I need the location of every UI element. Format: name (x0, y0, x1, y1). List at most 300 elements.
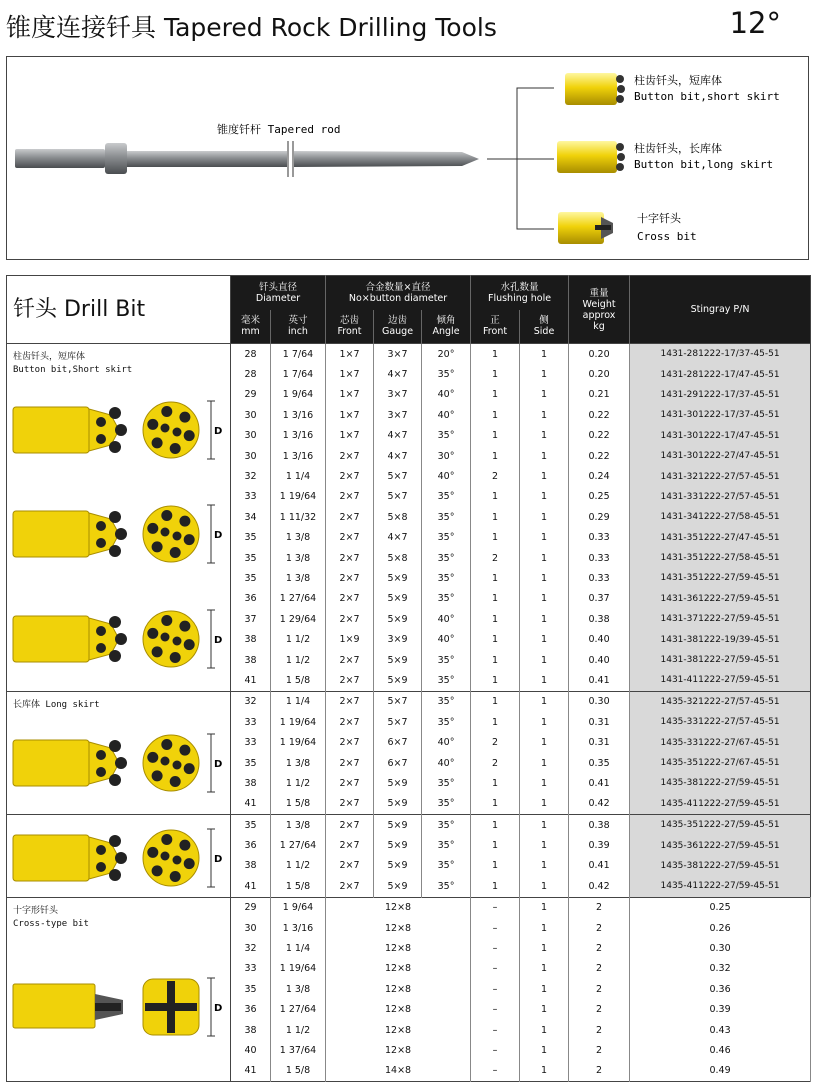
table-cell: 0.32 (630, 959, 811, 979)
table-cell: 0.22 (569, 426, 630, 446)
table-cell: 5×9 (374, 670, 422, 691)
table-cell: 1 9/64 (271, 897, 326, 918)
table-cell: 1 3/16 (271, 405, 326, 425)
table-row (7, 814, 811, 835)
table-cell: 1 27/64 (271, 1000, 326, 1020)
drill-bit-illustration (11, 728, 226, 798)
table-cell: 29 (231, 385, 271, 405)
table-cell: 30 (231, 918, 271, 938)
drill-bit-illustration (11, 604, 226, 674)
table-title: 钎头 Drill Bit (7, 276, 231, 344)
table-cell: 12×8 (326, 1020, 471, 1040)
table-cell: 32 (231, 691, 271, 712)
table-cell: 5×9 (374, 794, 422, 815)
table-cell: 1 (520, 528, 569, 548)
table-cell: 1 (520, 629, 569, 649)
section-label-cn: 十字形钎头 (13, 905, 59, 916)
table-cell: 35 (231, 548, 271, 568)
button-bit-long-icon (557, 141, 625, 173)
table-cell: 33 (231, 732, 271, 752)
table-cell: 30° (422, 446, 471, 466)
table-cell: 1 (520, 385, 569, 405)
table-cell: 0.37 (569, 589, 630, 609)
table-cell: 2×7 (326, 446, 374, 466)
table-cell: 1 (471, 712, 520, 732)
table-cell: 0.46 (630, 1040, 811, 1060)
table-cell: 1 (520, 876, 569, 897)
table-cell: 1 (520, 773, 569, 793)
table-cell: 12×8 (326, 959, 471, 979)
table-cell: – (471, 918, 520, 938)
table-cell: 1 3/8 (271, 814, 326, 835)
table-cell: 1 (520, 835, 569, 855)
table-cell: 1 (520, 814, 569, 835)
table-cell: 0.38 (569, 609, 630, 629)
table-cell: 1 3/16 (271, 426, 326, 446)
table-cell: 40 (231, 1040, 271, 1060)
table-cell: 2 (569, 897, 630, 918)
table-cell: 1 (520, 589, 569, 609)
drill-bit-illustration (11, 972, 226, 1042)
table-cell: 2×7 (326, 568, 374, 588)
table-cell: 5×8 (374, 507, 422, 527)
table-cell: 2×7 (326, 794, 374, 815)
header-pn: Stingray P/N (630, 276, 811, 344)
button-bit-short-icon (565, 73, 625, 105)
table-cell: 41 (231, 876, 271, 897)
table-cell: 0.31 (569, 732, 630, 752)
table-cell: 1 (471, 794, 520, 815)
table-cell: 1 (520, 568, 569, 588)
table-cell: 35° (422, 835, 471, 855)
table-cell: – (471, 1061, 520, 1082)
table-cell: 36 (231, 589, 271, 609)
part-number: 1431-281222-17/37-45-51 (630, 344, 811, 365)
table-cell: 38 (231, 1020, 271, 1040)
table-cell: 1 1/4 (271, 466, 326, 486)
table-cell: 4×7 (374, 528, 422, 548)
table-cell: 1 (520, 691, 569, 712)
table-cell: 1 1/2 (271, 629, 326, 649)
table-cell: 38 (231, 650, 271, 670)
table-cell: 0.25 (569, 487, 630, 507)
table-cell: 1×7 (326, 405, 374, 425)
table-cell: 36 (231, 835, 271, 855)
table-cell: 2 (471, 466, 520, 486)
bit2-cn: 柱齿钎头，长库体 (634, 142, 722, 155)
table-cell: 35° (422, 528, 471, 548)
table-cell: 35° (422, 548, 471, 568)
table-cell: 2 (569, 1000, 630, 1020)
bit3-cn: 十字钎头 (637, 212, 681, 225)
table-cell: 28 (231, 344, 271, 365)
section-label-cn: 长库体 Long skirt (13, 699, 100, 710)
diameter-dimension: D (214, 1002, 223, 1014)
bit1-cn: 柱齿钎头，短库体 (634, 74, 722, 87)
drill-bit-illustration (11, 499, 226, 569)
table-cell: 1 7/64 (271, 344, 326, 365)
table-cell: 1 (471, 650, 520, 670)
bit1-en: Button bit,short skirt (634, 90, 780, 103)
table-cell: 3×7 (374, 385, 422, 405)
table-cell: 2 (569, 1020, 630, 1040)
table-cell: 1 (520, 1040, 569, 1060)
table-cell: 2×7 (326, 753, 374, 773)
table-cell: 2×7 (326, 835, 374, 855)
table-cell: – (471, 959, 520, 979)
table-cell: 1 (520, 959, 569, 979)
table-cell: 6×7 (374, 753, 422, 773)
table-cell: 29 (231, 897, 271, 918)
table-cell: 1 27/64 (271, 835, 326, 855)
table-cell: 1 (471, 876, 520, 897)
table-cell: 2×7 (326, 712, 374, 732)
header-weight: 重量 Weight approx kg (569, 276, 630, 344)
table-cell: 12×8 (326, 897, 471, 918)
table-cell: 34 (231, 507, 271, 527)
table-cell: 32 (231, 938, 271, 958)
section-illustration-cell (7, 897, 231, 1082)
tapered-rod (15, 141, 479, 177)
table-cell: – (471, 979, 520, 999)
section-label-en: Cross-type bit (13, 918, 89, 929)
table-row (7, 691, 811, 712)
table-cell: 35° (422, 426, 471, 446)
part-number: 1431-281222-17/47-45-51 (630, 364, 811, 384)
part-number: 1435-361222-27/59-45-51 (630, 835, 811, 855)
table-cell: 1 (471, 691, 520, 712)
table-cell: 0.25 (630, 897, 811, 918)
table-cell: 0.26 (630, 918, 811, 938)
table-cell: 0.43 (630, 1020, 811, 1040)
part-number: 1435-411222-27/59-45-51 (630, 876, 811, 897)
bit2-en: Button bit,long skirt (634, 158, 774, 171)
table-cell: 1 (471, 670, 520, 691)
table-cell: 5×9 (374, 814, 422, 835)
table-cell: 12×8 (326, 938, 471, 958)
header-flush-side: 侧 Side (520, 310, 569, 344)
table-cell: 35° (422, 364, 471, 384)
table-cell: 37 (231, 609, 271, 629)
table-cell: 1 (520, 650, 569, 670)
table-cell: 14×8 (326, 1061, 471, 1082)
table-cell: 0.22 (569, 405, 630, 425)
table-cell: 0.21 (569, 385, 630, 405)
table-cell: 1×9 (326, 629, 374, 649)
table-cell: 4×7 (374, 446, 422, 466)
table-cell: 0.33 (569, 528, 630, 548)
table-cell: 1 3/8 (271, 753, 326, 773)
header-button: 合金数量×直径 No×button diameter (326, 276, 471, 310)
table-cell: 12×8 (326, 1040, 471, 1060)
table-cell: 1×7 (326, 426, 374, 446)
page-title: 锥度连接钎具 Tapered Rock Drilling Tools (6, 13, 497, 42)
table-cell: 1 1/2 (271, 773, 326, 793)
table-cell: 2 (471, 753, 520, 773)
table-cell: – (471, 897, 520, 918)
table-cell: 0.38 (569, 814, 630, 835)
table-cell: 2 (569, 1061, 630, 1082)
table-cell: 0.36 (630, 979, 811, 999)
diameter-dimension: D (214, 853, 223, 865)
table-cell: 40° (422, 753, 471, 773)
table-row (7, 897, 811, 918)
table-cell: 33 (231, 487, 271, 507)
table-cell: 1 (471, 814, 520, 835)
header-angle: 倾角 Angle (422, 310, 471, 344)
table-cell: 35° (422, 589, 471, 609)
table-cell: 0.20 (569, 364, 630, 384)
bit3-en: Cross bit (637, 230, 697, 243)
table-cell: 1 1/2 (271, 650, 326, 670)
table-cell: 40° (422, 609, 471, 629)
table-cell: 5×9 (374, 835, 422, 855)
table-cell: 35 (231, 979, 271, 999)
table-cell: 2×7 (326, 487, 374, 507)
part-number: 1431-381222-27/59-45-51 (630, 650, 811, 670)
table-cell: 2×7 (326, 876, 374, 897)
table-cell: 1 1/4 (271, 691, 326, 712)
table-cell: 33 (231, 712, 271, 732)
table-cell: 1 (520, 548, 569, 568)
part-number: 1431-301222-27/47-45-51 (630, 446, 811, 466)
table-cell: 1 1/2 (271, 1020, 326, 1040)
part-number: 1435-381222-27/59-45-51 (630, 773, 811, 793)
table-cell: 1 3/8 (271, 979, 326, 999)
table-cell: 38 (231, 629, 271, 649)
table-cell: 30 (231, 426, 271, 446)
table-cell: 2×7 (326, 548, 374, 568)
table-cell: 2×7 (326, 507, 374, 527)
table-cell: 0.30 (630, 938, 811, 958)
table-cell: 2 (569, 979, 630, 999)
table-cell: 0.29 (569, 507, 630, 527)
table-cell: 38 (231, 773, 271, 793)
table-cell: 35 (231, 814, 271, 835)
taper-angle: 12° (729, 6, 781, 40)
table-cell: 35 (231, 753, 271, 773)
table-cell: 35° (422, 568, 471, 588)
part-number: 1431-301222-17/37-45-51 (630, 405, 811, 425)
header-mm: 毫米 mm (231, 310, 271, 344)
table-cell: – (471, 1040, 520, 1060)
table-cell: 1×7 (326, 344, 374, 365)
table-cell: 5×9 (374, 876, 422, 897)
table-cell: 35° (422, 691, 471, 712)
table-cell: 1 9/64 (271, 385, 326, 405)
table-cell: 0.41 (569, 773, 630, 793)
diagram-svg (7, 57, 810, 261)
section-label-cn: 柱齿钎头，短库体 (13, 352, 86, 362)
table-cell: 0.41 (569, 670, 630, 691)
table-cell: 2 (569, 918, 630, 938)
table-cell: 2 (569, 1040, 630, 1060)
table-cell: 1 3/8 (271, 528, 326, 548)
table-cell: 1 (520, 405, 569, 425)
table-cell: 0.20 (569, 344, 630, 365)
table-cell: 1 (520, 364, 569, 384)
table-cell: 1 (471, 364, 520, 384)
table-cell: 1 (520, 446, 569, 466)
table-cell: 1×7 (326, 385, 374, 405)
header-gauge: 边齿 Gauge (374, 310, 422, 344)
table-cell: 2 (569, 938, 630, 958)
table-cell: 1 (471, 487, 520, 507)
table-cell: 1 37/64 (271, 1040, 326, 1060)
table-cell: 5×7 (374, 487, 422, 507)
table-cell: 0.40 (569, 650, 630, 670)
table-cell: 35° (422, 794, 471, 815)
table-cell: 1 (520, 1020, 569, 1040)
table-cell: 1 19/64 (271, 487, 326, 507)
table-cell: 1 (520, 344, 569, 365)
table-cell: 1 (471, 344, 520, 365)
table-cell: 1 19/64 (271, 959, 326, 979)
table-cell: 6×7 (374, 732, 422, 752)
table-cell: 36 (231, 1000, 271, 1020)
header-front: 芯齿 Front (326, 310, 374, 344)
table-cell: 2×7 (326, 650, 374, 670)
part-number: 1435-381222-27/59-45-51 (630, 856, 811, 876)
table-cell: 1 (471, 773, 520, 793)
table-cell: 30 (231, 405, 271, 425)
part-number: 1431-411222-27/59-45-51 (630, 670, 811, 691)
table-cell: 35° (422, 507, 471, 527)
table-cell: 35° (422, 773, 471, 793)
table-cell: 1 1/2 (271, 856, 326, 876)
table-cell: 0.24 (569, 466, 630, 486)
table-cell: 1 (520, 794, 569, 815)
table-cell: 0.39 (569, 835, 630, 855)
table-cell: 1 (520, 918, 569, 938)
table-cell: 2×7 (326, 528, 374, 548)
table-cell: 35° (422, 856, 471, 876)
table-cell: 5×9 (374, 589, 422, 609)
table-cell: 0.31 (569, 712, 630, 732)
table-cell: 20° (422, 344, 471, 365)
part-number: 1431-361222-27/59-45-51 (630, 589, 811, 609)
table-cell: 0.42 (569, 794, 630, 815)
table-cell: – (471, 1020, 520, 1040)
table-cell: 1 (520, 466, 569, 486)
section-illustration-cell (7, 691, 231, 814)
table-cell: 1 (520, 712, 569, 732)
drill-bit-table-wrap (6, 275, 810, 1082)
table-cell: 30 (231, 446, 271, 466)
table-cell: 1 11/32 (271, 507, 326, 527)
table-cell: 35° (422, 814, 471, 835)
table-cell: 1 (520, 897, 569, 918)
table-cell: 1 (471, 507, 520, 527)
table-cell: 4×7 (374, 426, 422, 446)
table-cell: 2×7 (326, 856, 374, 876)
table-cell: 2×7 (326, 814, 374, 835)
part-number: 1431-351222-27/58-45-51 (630, 548, 811, 568)
table-cell: 1 1/4 (271, 938, 326, 958)
table-cell: 41 (231, 670, 271, 691)
table-cell: 2×7 (326, 589, 374, 609)
table-cell: 4×7 (374, 364, 422, 384)
table-cell: 1 (520, 426, 569, 446)
header-inch: 英寸 inch (271, 310, 326, 344)
table-cell: 0.33 (569, 568, 630, 588)
table-cell: 35° (422, 712, 471, 732)
table-cell: 28 (231, 364, 271, 384)
table-cell: 1 19/64 (271, 732, 326, 752)
table-cell: 38 (231, 856, 271, 876)
part-number: 1435-351222-27/59-45-51 (630, 814, 811, 835)
table-cell: 2 (569, 959, 630, 979)
table-cell: 33 (231, 959, 271, 979)
table-cell: 5×9 (374, 609, 422, 629)
section-illustration-cell (7, 344, 231, 692)
table-cell: 0.49 (630, 1061, 811, 1082)
table-cell: 2×7 (326, 609, 374, 629)
table-cell: 1 (471, 835, 520, 855)
table-cell: 1 (471, 528, 520, 548)
table-cell: 5×7 (374, 691, 422, 712)
table-cell: 40° (422, 732, 471, 752)
section-illustration-cell (7, 814, 231, 897)
part-number: 1435-331222-27/67-45-51 (630, 732, 811, 752)
diameter-dimension: D (214, 758, 223, 770)
table-cell: 0.42 (569, 876, 630, 897)
table-cell: 40° (422, 385, 471, 405)
table-cell: 40° (422, 405, 471, 425)
table-cell: 41 (231, 1061, 271, 1082)
table-cell: 2 (471, 732, 520, 752)
table-cell: 1 (471, 405, 520, 425)
table-cell: 5×9 (374, 773, 422, 793)
header-diameter: 钎头直径 Diameter (231, 276, 326, 310)
table-cell: 35° (422, 650, 471, 670)
part-number: 1435-351222-27/67-45-51 (630, 753, 811, 773)
table-cell: 1 (520, 979, 569, 999)
drill-bit-illustration (11, 395, 226, 465)
table-cell: 35 (231, 528, 271, 548)
part-number: 1431-331222-27/57-45-51 (630, 487, 811, 507)
table-cell: 1 3/16 (271, 918, 326, 938)
table-cell: 5×9 (374, 568, 422, 588)
table-cell: 1 (520, 856, 569, 876)
table-cell: 2×7 (326, 691, 374, 712)
diameter-dimension: D (214, 635, 223, 646)
table-cell: 1 5/8 (271, 794, 326, 815)
table-cell: 1 3/16 (271, 446, 326, 466)
table-cell: 3×7 (374, 344, 422, 365)
section-label-en: Button bit,Short skirt (13, 365, 133, 375)
part-number: 1431-291222-17/37-45-51 (630, 385, 811, 405)
part-number: 1431-371222-27/59-45-51 (630, 609, 811, 629)
table-cell: – (471, 938, 520, 958)
part-number: 1431-351222-27/47-45-51 (630, 528, 811, 548)
table-cell: 5×9 (374, 650, 422, 670)
table-cell: 12×8 (326, 918, 471, 938)
table-cell: 1 (520, 732, 569, 752)
table-cell: 5×8 (374, 548, 422, 568)
table-cell: 1 (471, 385, 520, 405)
table-cell: 1 5/8 (271, 1061, 326, 1082)
table-cell: 1 (520, 487, 569, 507)
table-cell: 0.39 (630, 1000, 811, 1020)
table-cell: 1 (471, 629, 520, 649)
table-cell: 0.30 (569, 691, 630, 712)
table-cell: 35° (422, 876, 471, 897)
table-cell: 0.33 (569, 548, 630, 568)
table-cell: 1 (471, 568, 520, 588)
table-cell: 1 19/64 (271, 712, 326, 732)
table-cell: 2×7 (326, 670, 374, 691)
